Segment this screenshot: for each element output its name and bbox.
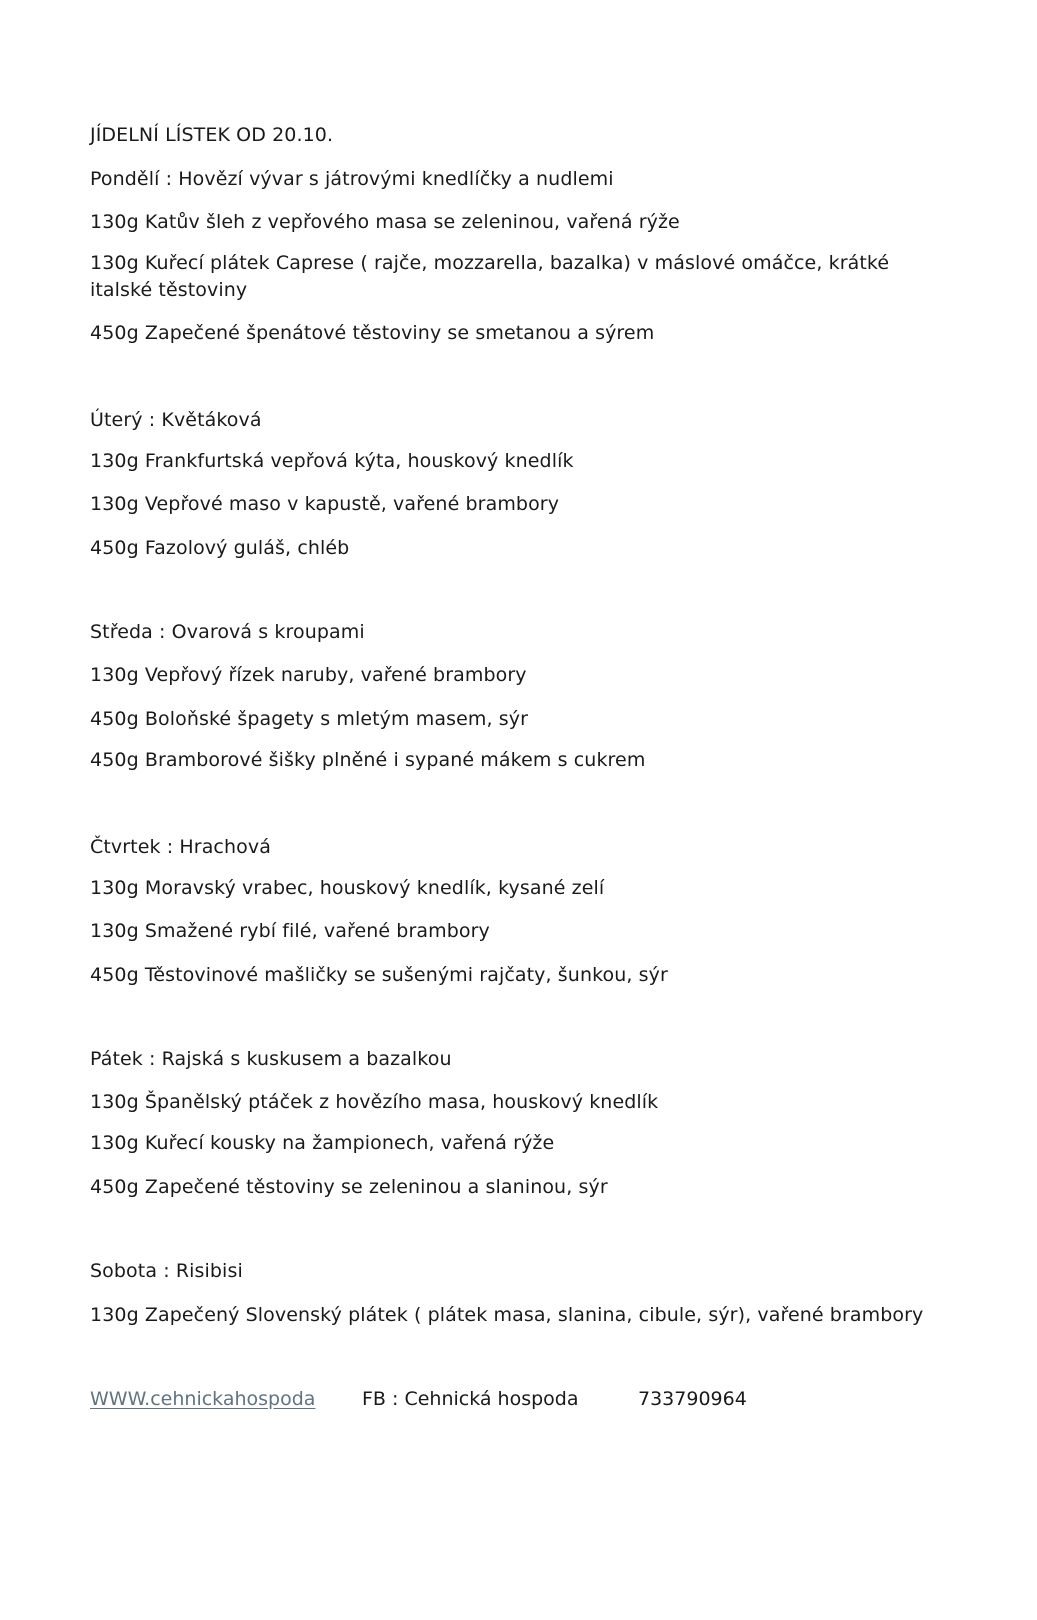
menu-title: JÍDELNÍ LÍSTEK OD 20.10.	[90, 124, 334, 146]
menu-item: 130g Katův šleh z vepřového masa se zeleninou, vařená rýže	[90, 211, 680, 233]
menu-item: 130g Smažené rybí filé, vařené brambory	[90, 920, 490, 942]
menu-item: 450g Těstovinové mašličky se sušenými rajčaty, šunkou, sýr	[90, 964, 668, 986]
menu-item: 130g Kuřecí kousky na žampionech, vařená rýže	[90, 1132, 555, 1154]
day-heading-thursday: Čtvrtek : Hrachová	[90, 836, 271, 858]
phone-number: 733790964	[638, 1388, 747, 1410]
menu-item: 130g Španělský ptáček z hovězího masa, houskový knedlík	[90, 1091, 659, 1113]
menu-item: 450g Zapečené špenátové těstoviny se smetanou a sýrem	[90, 322, 655, 344]
menu-item: 130g Zapečený Slovenský plátek ( plátek masa, slanina, cibule, sýr), vařené brambory	[90, 1304, 924, 1326]
menu-item: 450g Boloňské špagety s mletým masem, sýr	[90, 708, 529, 730]
menu-item: 130g Vepřové maso v kapustě, vařené brambory	[90, 493, 560, 515]
website-link[interactable]: WWW.cehnickahospoda	[90, 1388, 316, 1410]
day-heading-wednesday: Středa : Ovarová s kroupami	[90, 621, 365, 643]
menu-item: 130g Moravský vrabec, houskový knedlík, kysané zelí	[90, 877, 605, 899]
menu-item: 450g Fazolový guláš, chléb	[90, 537, 350, 559]
day-heading-saturday: Sobota : Risibisi	[90, 1260, 243, 1282]
menu-item: 130g Frankfurtská vepřová kýta, houskový knedlík	[90, 450, 574, 472]
menu-item: 130g Vepřový řízek naruby, vařené brambory	[90, 664, 527, 686]
menu-item: 450g Bramborové šišky plněné i sypané mákem s cukrem	[90, 749, 646, 771]
menu-item: 130g Kuřecí plátek Caprese ( rajče, mozzarella, bazalka) v máslové omáčce, krátké italské těstoviny	[90, 252, 890, 301]
menu-item: 450g Zapečené těstoviny se zeleninou a slaninou, sýr	[90, 1176, 608, 1198]
day-heading-tuesday: Úterý : Květáková	[90, 409, 262, 431]
facebook-text: FB : Cehnická hospoda	[362, 1388, 579, 1410]
day-heading-monday: Pondělí : Hovězí vývar s játrovými knedlíčky a nudlemi	[90, 168, 614, 190]
day-heading-friday: Pátek : Rajská s kuskusem a bazalkou	[90, 1048, 452, 1070]
